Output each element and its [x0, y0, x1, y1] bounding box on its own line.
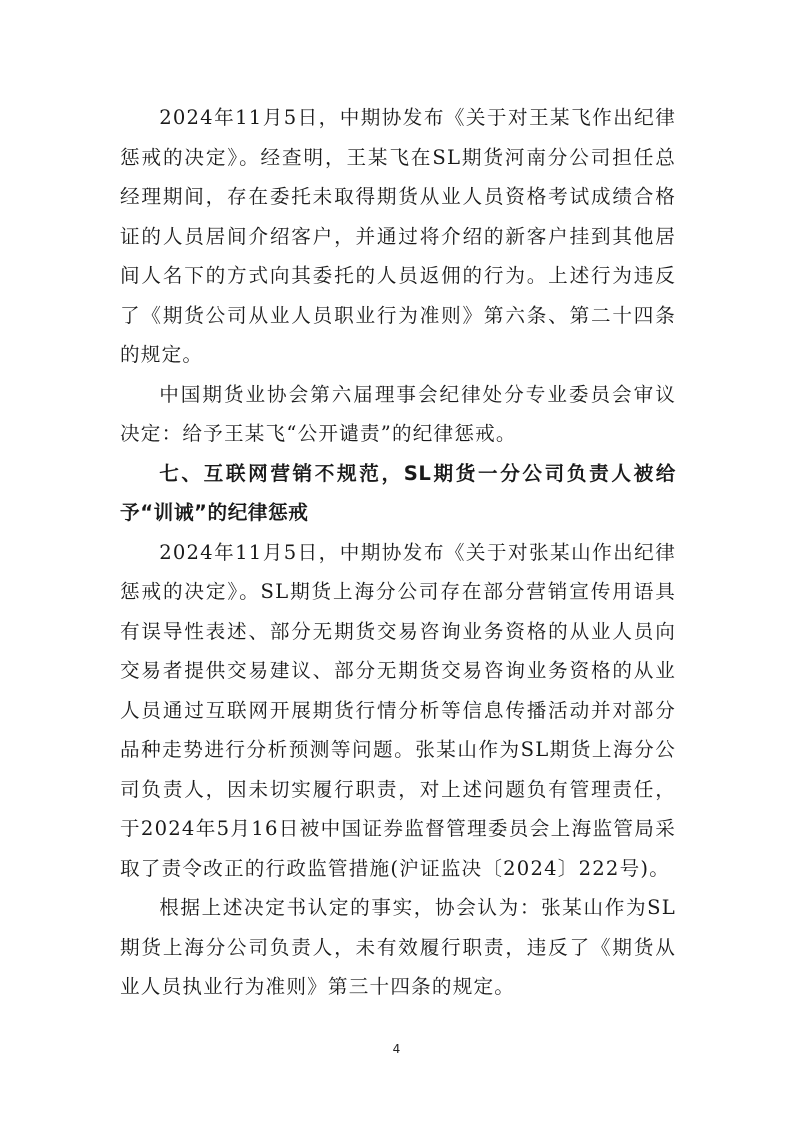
paragraph-zhang-decision: 2024年11月5日，中期协发布《关于对张某山作出纪律惩戒的决定》。SL期货上海分公司存在部分营销宣传用语具有误导性表述、部分无期货交易咨询业务资格的从业人员向交易者提供交易建议、部分无期货交易咨询业务资格的从业人员通过互联网开展期货行情分析等信息传播活动并对部分品种走势进行分析预测等问题。张某山作为SL期货上海分公司负责人，因未切实履行职责，对上述问题负有管理责任，于2024年5月16日被中国证券监督管理委员会上海监管局采取了责令改正的行政监管措施(沪证监决〔2024〕222号)。 [120, 540, 676, 880]
document-body [120, 98, 676, 1007]
page-number: 4 [392, 1042, 401, 1056]
paragraph-wang-decision: 2024年11月5日，中期协发布《关于对王某飞作出纪律惩戒的决定》。经查明，王某飞在SL期货河南分公司担任总经理期间，存在委托未取得期货从业人员资格考试成绩合格证的人员居间介绍客户，并通过将介绍的新客户挂到其他居间人名下的方式向其委托的人员返佣的行为。上述行为违反了《期货公司从业人员职业行为准则》第六条、第二十四条的规定。 [120, 106, 676, 366]
section-heading-seven: 七、互联网营销不规范，SL期货一分公司负责人被给予“训诫”的纪律惩戒 [120, 461, 676, 524]
paragraph-zhang-finding: 根据上述决定书认定的事实，协会认为：张某山作为SL期货上海分公司负责人，未有效履行职责，违反了《期货从业人员执业行为准则》第三十四条的规定。 [120, 896, 676, 998]
paragraph-wang-penalty: 中国期货业协会第六届理事会纪律处分专业委员会审议决定：给予王某飞“公开谴责”的纪律惩戒。 [120, 382, 676, 445]
